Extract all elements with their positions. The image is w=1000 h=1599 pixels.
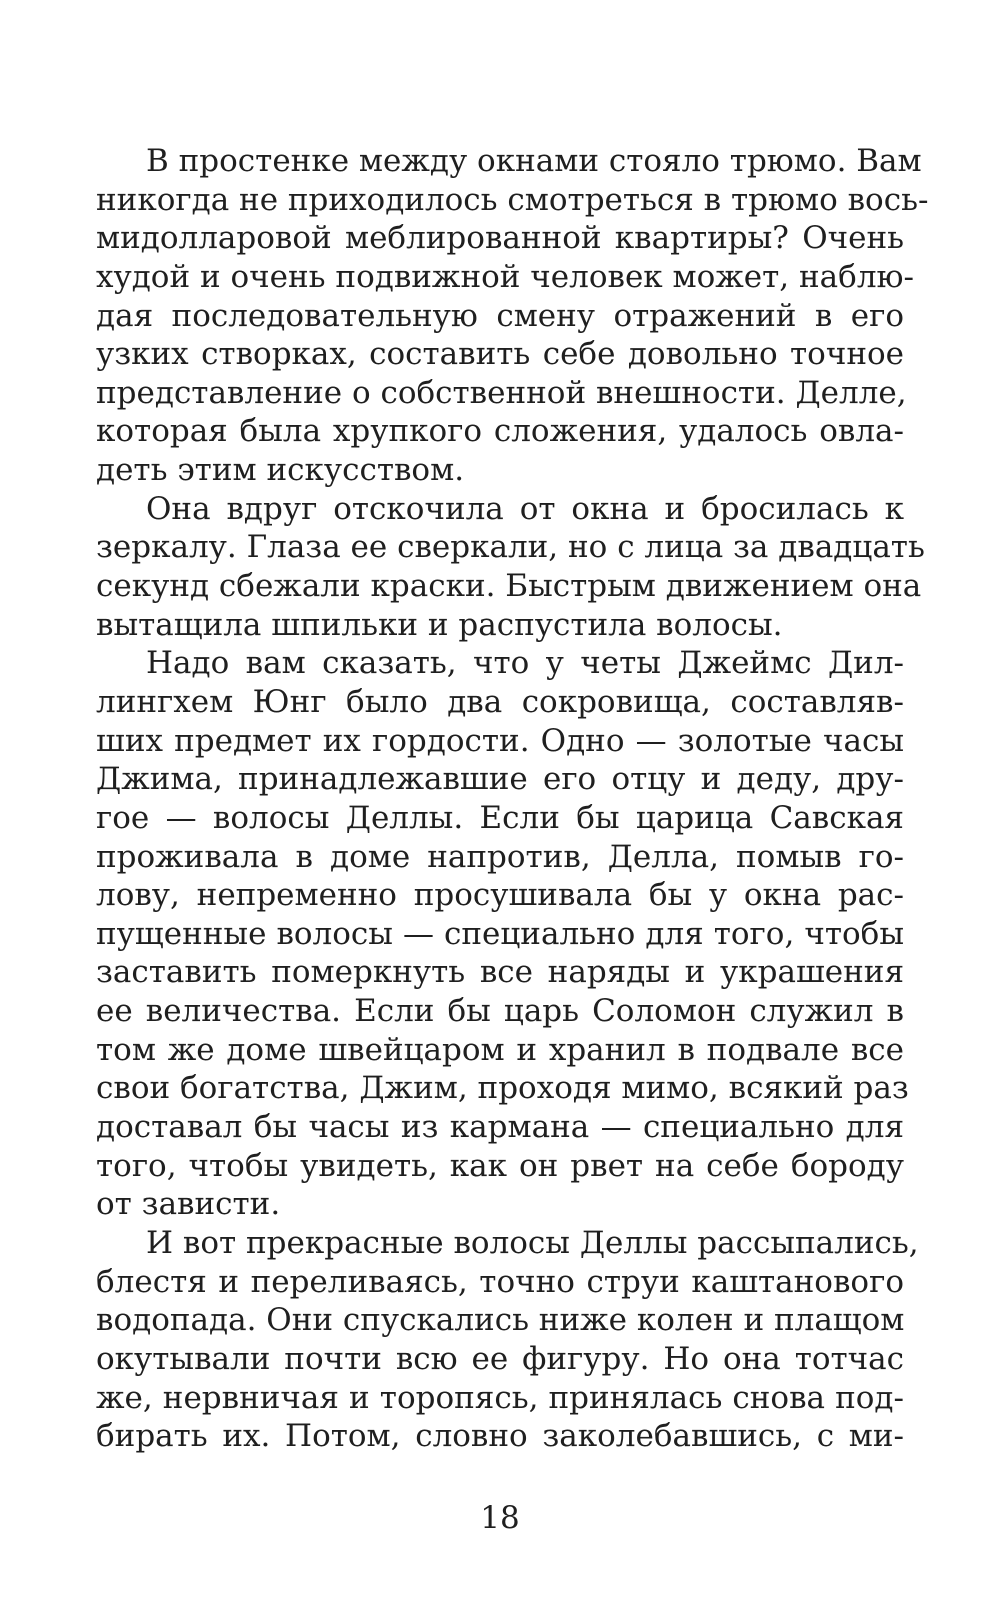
paragraph-line: узких створках, составить себе довольно точное: [96, 336, 904, 373]
paragraph-line: зеркалу. Глаза ее сверкали, но с лица за двадцать: [96, 529, 925, 566]
paragraph-line: от зависти.: [96, 1186, 281, 1223]
paragraph-line: секунд сбежали краски. Быстрым движением она: [96, 568, 922, 605]
paragraph-line: И вот прекрасные волосы Деллы рассыпались,: [146, 1224, 919, 1261]
paragraph-line: Она вдруг отскочила от окна и бросилась к: [146, 490, 904, 527]
paragraph-line: блестя и переливаясь, точно струи каштанового: [96, 1263, 904, 1300]
paragraph-line: окутывали почти всю ее фигуру. Но она тотчас: [96, 1340, 904, 1377]
paragraph-line: лову, непременно просушивала бы у окна рас-: [96, 877, 904, 914]
paragraph-line: никогда не приходилось смотреться в трюмо вось-: [96, 181, 929, 218]
paragraph-line: же, нервничая и торопясь, принялась снова под-: [96, 1379, 904, 1416]
paragraph-line: пущенные волосы — специально для того, чтобы: [96, 915, 904, 952]
paragraph-line: ее величества. Если бы царь Соломон служил в: [96, 993, 904, 1030]
paragraph-line: деть этим искусством.: [96, 452, 465, 489]
paragraph-line: дая последовательную смену отражений в его: [96, 297, 904, 334]
paragraph-line: представление о собственной внешности. Делле,: [96, 374, 907, 411]
paragraph-line: ших предмет их гордости. Одно — золотые часы: [96, 722, 904, 759]
page-number: 18: [480, 1500, 520, 1536]
paragraph-line: свои богатства, Джим, проходя мимо, всякий раз: [96, 1070, 909, 1107]
paragraph-line: вытащила шпильки и распустила волосы.: [96, 606, 783, 643]
paragraph-line: Надо вам сказать, что у четы Джеймс Дил-: [146, 645, 904, 682]
paragraph-line: лингхем Юнг было два сокровища, составляв-: [96, 683, 904, 720]
paragraph-line: доставал бы часы из кармана — специально для: [96, 1109, 904, 1146]
paragraph-line: В простенке между окнами стояло трюмо. Вам: [146, 143, 922, 179]
paragraph-line: мидолларовой меблированной квартиры? Очень: [96, 220, 904, 257]
paragraph-line: которая была хрупкого сложения, удалось овла-: [96, 413, 904, 450]
paragraph-line: гое — волосы Деллы. Если бы царица Савская: [96, 799, 904, 836]
paragraph-line: бирать их. Потом, словно заколебавшись, с ми-: [96, 1418, 904, 1455]
paragraph-line: заставить померкнуть все наряды и украшения: [96, 954, 904, 991]
paragraph-line: худой и очень подвижной человек может, наблю-: [96, 258, 914, 295]
paragraph-line: том же доме швейцаром и хранил в подвале все: [96, 1031, 904, 1068]
paragraph-line: водопада. Они спускались ниже колен и плащом: [96, 1302, 905, 1339]
paragraph-line: Джима, принадлежавшие его отцу и деду, дру-: [96, 761, 904, 798]
paragraph-line: того, чтобы увидеть, как он рвет на себе бороду: [96, 1147, 904, 1184]
paragraph-line: проживала в доме напротив, Делла, помыв го-: [96, 838, 904, 875]
body-text: [96, 142, 929, 1456]
